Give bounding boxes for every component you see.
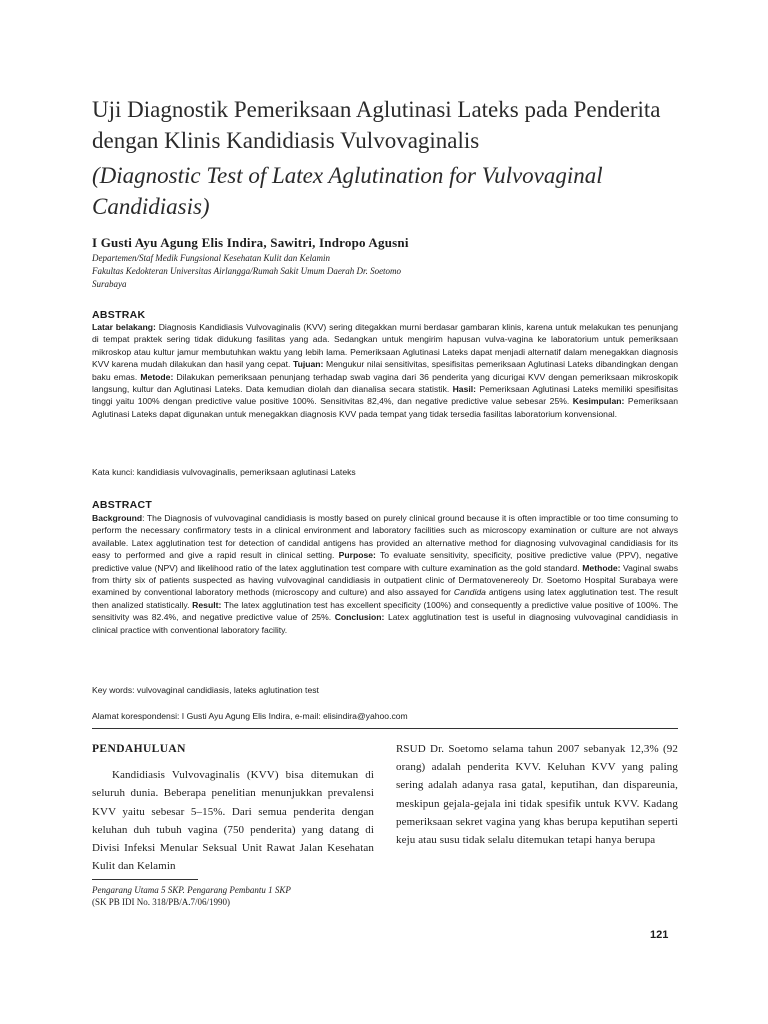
abstrak-label-metode: Metode: — [140, 371, 174, 382]
article-title: Uji Diagnostik Pemeriksaan Aglutinasi Lateks pada Penderita dengan Klinis Kandidiasis Vulvovaginalis — [92, 97, 661, 153]
abstract-italic-candida: Candida — [453, 587, 486, 598]
abstract-heading: ABSTRACT — [92, 499, 153, 511]
abstract-text-background: : The Diagnosis of vulvovaginal candidiasis is mostly based on purely clinical ground because it is often impractible or too time consuming to perform the necessary confirmatory tests in a clinical environment and laboratory facilities such as microscopy examination or culture are not always available. Latex agglutination test for detection of candidal antigens has provided an alternative method for diagnosing vulvovaginal candidiasis for its easy to performed and give a rapid result in clinical setting. — [92, 513, 678, 561]
abstrak-text-metode: Dilakukan pemeriksaan penunjang terhadap swab vagina dari 36 penderita yang dicurigai KVV dengan pemeriksaan mikroskopik langsung, kultur dan Aglutinasi Lateks. Data kemudian diolah dan dianalisa secara statistik. — [92, 371, 678, 395]
abstrak-body — [92, 321, 678, 420]
affiliation-line-1: Departemen/Staf Medik Fungsional Kesehatan Kulit dan Kelamin — [92, 253, 330, 263]
footnote-rule — [92, 879, 198, 880]
abstract-text-methode-1: Vaginal swabs from thirty six of patients suspected as having vulvovaginal candidiasis in outpatient clinic of Dermatovenereoly Dr. Soetomo Hospital Surabaya were examined by conventional laboratory methods (microscopy and culture) and also assayed for — [92, 562, 679, 598]
abstrak-text-latar: Diagnosis Kandidiasis Vulvovaginalis (KVV) sering ditegakkan murni berdasar gambaran klinis, karena untuk melakukan tes penunjang di tempat praktek sering tidak didukung fasilitas yang ada. Sedangkan untuk mengirim hapusan vulva-vagina ke laboratorium untuk pemeriksaan mikroskop atau kultur jamur membutuhkan waktu yang lebih lama. Pemeriksaan Aglutinasi Lateks dapat menjadi alternatif dalam menegakkan diagnosis KVV karena mudah dilakukan dan hasil yang cepat. — [92, 322, 678, 370]
abstract-text-result: The latex agglutination test has excellent specificity (100%) and consequently a predictive value positive of 100%. The sensitivity was 82.4%, and negative predictive value of 25%. — [92, 599, 678, 623]
abstrak-text-tujuan: Mengukur nilai sensitivitas, spesifisitas pemeriksaan Aglutinasi Lateks dibandingkan dengan baku emas. — [92, 359, 678, 382]
abstract-label-methode: Methode: — [579, 562, 621, 573]
abstract-label-result: Result: — [189, 599, 222, 610]
abstrak-heading: ABSTRAK — [92, 309, 146, 321]
affiliation — [92, 252, 592, 291]
page-number: 121 — [650, 929, 669, 941]
abstract-label-background: Background — [92, 513, 143, 523]
affiliation-line-3: Surabaya — [92, 279, 127, 289]
abstract-text-conclusion: Latex agglutination test is useful in diagnosing vulvovaginal candidiasis in clinical practice with conventional laboratory facility. — [92, 612, 678, 635]
abstract-label-purpose: Purpose: — [334, 550, 376, 561]
author-list: I Gusti Ayu Agung Elis Indira, Sawitri, Indropo Agusni — [92, 235, 409, 250]
body-column-right — [396, 740, 678, 849]
abstract-label-conclusion: Conclusion: — [331, 612, 385, 623]
abstract-text-purpose: To evaluate sensitivity, specificity, positive predictive value (PPV), negative predictive value (NPV) and likelihood ratio of the latex agglutination test compare with culture examination as the gold standard. — [92, 550, 678, 573]
body-paragraph-left: Kandidiasis Vulvovaginalis (KVV) bisa ditemukan di seluruh dunia. Beberapa penelitian menunjukkan prevalensi KVV yaitu sebesar 5–15%. Dari semua penderita dengan keluhan duh tubuh vagina (750 penderita) yang datang di Divisi Infeksi Menular Seksual Unit Rawat Jalan Kesehatan Kulit dan Kelamin — [92, 769, 374, 873]
section-divider — [92, 728, 678, 729]
key-words: Key words: vulvovaginal candidiasis, lateks aglutination test — [92, 685, 319, 695]
footnote — [92, 884, 492, 908]
footnote-line-2: (SK PB IDI No. 318/PB/A.7/06/1990) — [92, 897, 231, 907]
abstrak-label-tujuan: Tujuan: — [290, 359, 324, 370]
abstract-text-methode-2: antigens using latex agglutination test. The result then analized statistically. — [92, 587, 679, 610]
kata-kunci: Kata kunci: kandidiasis vulvovaginalis, pemeriksaan aglutinasi Lateks — [92, 467, 356, 477]
body-paragraph-right: RSUD Dr. Soetomo selama tahun 2007 sebanyak 12,3% (92 orang) adalah penderita KVV. Keluhan KVV yang paling sering adalah adanya rasa gatal, keputihan, dan dispareunia, meskipun gejala-gejala ini tidak spesifik untuk KVV. Kadang pemeriksaan sekret vagina yang khas berupa keputihan seperti keju atau susu tidak selalu ditemukan tetapi hanya berupa — [396, 743, 678, 847]
footnote-line-1: Pengarang Utama 5 SKP. Pengarang Pembantu 1 SKP — [92, 885, 291, 895]
abstrak-text-kesimpulan: Pemeriksaan Aglutinasi Lateks dapat digunakan untuk menegakkan diagnosis KVV pada tempat yang tidak tersedia fasilitas laboratorium konvensional. — [92, 396, 678, 419]
abstract-body — [92, 512, 678, 636]
section-heading-pendahuluan: PENDAHULUAN — [92, 743, 186, 755]
correspondence-address: Alamat korespondensi: I Gusti Ayu Agung Elis Indira, e-mail: elisindira@yahoo.com — [92, 711, 408, 721]
body-column-left — [92, 740, 374, 875]
abstrak-label-hasil: Hasil: — [449, 384, 476, 395]
abstrak-label-kesimpulan: Kesimpulan: — [569, 396, 625, 407]
abstrak-text-hasil: Pemeriksaan Aglutinasi Lateks memiliki spesifisitas tinggi yaitu 100% dengan predictive value positive 100%. Sensitivitas 82,4%, dan negative predictive value sebesar 25%. — [92, 384, 678, 407]
article-title-english: (Diagnostic Test of Latex Aglutination for Vulvovaginal Candidiasis) — [92, 163, 603, 219]
abstrak-label-latar: Latar belakang: — [92, 322, 156, 332]
affiliation-line-2: Fakultas Kedokteran Universitas Airlangga/Rumah Sakit Umum Daerah Dr. Soetomo — [92, 266, 402, 276]
